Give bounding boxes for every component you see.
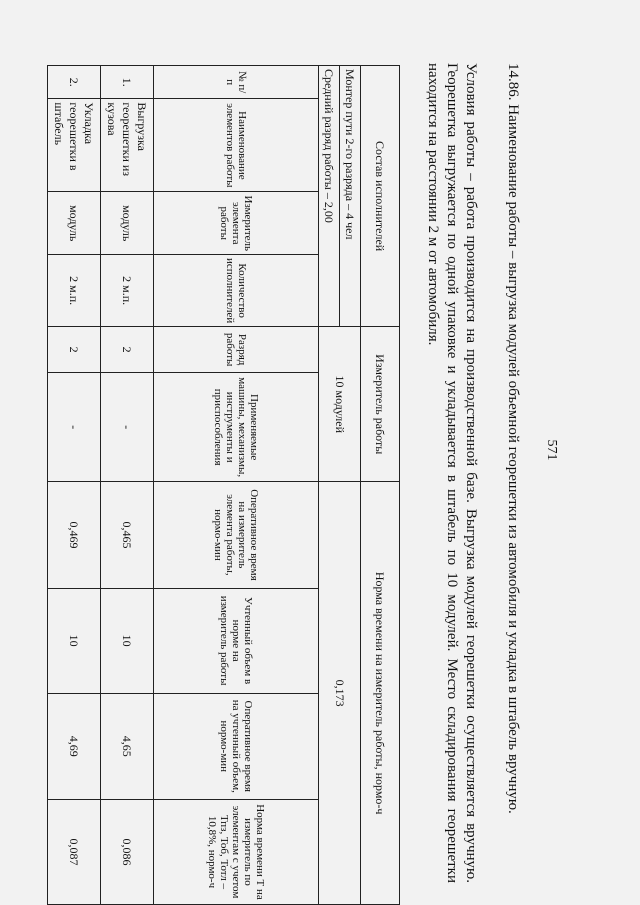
cell-tools: -	[48, 373, 101, 482]
cell-vol: 10	[101, 588, 154, 693]
header-norm: Норма времени на измеритель работы, нормо-ч	[361, 482, 400, 905]
cell-norm: 0,086	[101, 799, 154, 904]
cell-unit: модуль	[48, 192, 101, 255]
norm-value: 0,173	[319, 482, 361, 905]
cell-count: 2 м.п.	[101, 255, 154, 327]
cell-norm: 0,087	[48, 799, 101, 904]
cell-no: 2.	[48, 66, 101, 99]
col-name: Наименование элементов работы	[154, 99, 319, 192]
cell-op: 0,465	[101, 482, 154, 588]
col-tools: Применяемые машины, механизмы, инструменты и приспособления	[154, 373, 319, 482]
col-optot: Оперативное время на учтенный объем, нормо-мин	[154, 693, 319, 799]
col-op: Оперативное время на измеритель элемента работы, нормо-мин	[154, 482, 319, 588]
cell-count: 2 м.п.	[48, 255, 101, 327]
col-vol: Учтенный объем в норме на измеритель работы	[154, 588, 319, 693]
cell-name: Выгрузка георешетки из кузова	[101, 99, 154, 192]
table-row	[48, 66, 101, 905]
work-heading: 14.86. Наименование работы – выгрузка модулей объемной георешетки из автомобиля и укладка в штабель вручную.	[505, 63, 521, 814]
cell-unit: модуль	[101, 192, 154, 255]
cell-vol: 10	[48, 588, 101, 693]
cell-no: 1.	[101, 66, 154, 99]
col-no: № п/п	[154, 66, 319, 99]
rotated-content	[0, 45, 522, 905]
header-staff: Состав исполнителей	[361, 66, 400, 327]
staff-line-1: Монтер пути 2-го разряда – 4 чел	[340, 66, 361, 327]
cell-optot: 4,65	[101, 693, 154, 799]
cell-name: Укладка георешетки в штабель	[48, 99, 101, 192]
cell-op: 0,469	[48, 482, 101, 588]
cell-grade: 2	[48, 327, 101, 373]
col-norm: Норма времени Т на измеритель по элементам с учетом Тпз, Тоб, Тотл – 10,8%, нормо-ч	[154, 799, 319, 904]
header-meter: Измеритель работы	[361, 327, 400, 482]
norm-table	[47, 65, 400, 905]
cell-optot: 4,69	[48, 693, 101, 799]
staff-line-2: Средний разряд работы – 2,00	[319, 66, 340, 327]
work-conditions: Условия работы – работа производится на производственной базе. Выгрузка модулей георешетки осуществляется вручную. Георешетка выгружается по одной упаковке и укладывается в штабель по 10 модулей. Место складирования георешетки находится на расстоянии 2 м от автомобиля.	[425, 63, 479, 883]
col-unit: Измеритель элемента работы	[154, 192, 319, 255]
meter-value: 10 модулей	[319, 327, 361, 482]
table-row	[101, 66, 154, 905]
col-grade: Разряд работы	[154, 327, 319, 373]
cell-tools: -	[101, 373, 154, 482]
page-number: 571	[544, 439, 559, 461]
cell-grade: 2	[101, 327, 154, 373]
col-count: Количество исполнителей	[154, 255, 319, 327]
